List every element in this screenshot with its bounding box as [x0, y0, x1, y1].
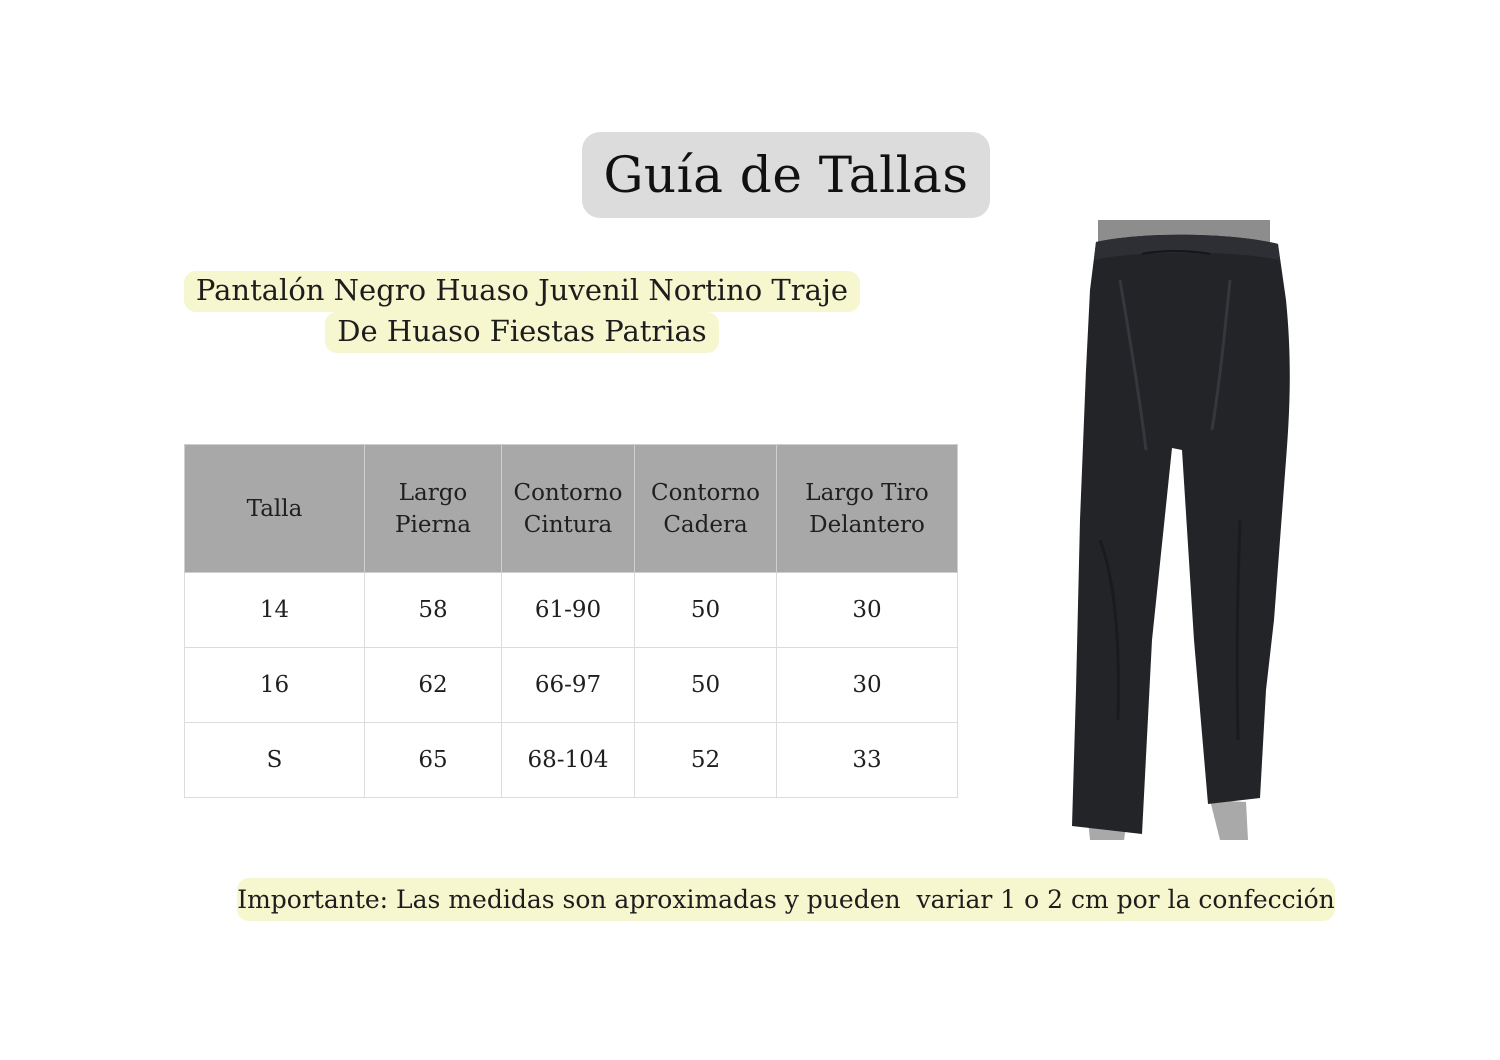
- header-contorno-cadera: Contorno Cadera: [635, 445, 777, 573]
- page-title: [582, 132, 990, 218]
- page-title-text: Guía de Tallas: [603, 146, 969, 204]
- table-cell: 68-104: [502, 723, 635, 798]
- important-note: [237, 878, 1335, 921]
- table-cell: 16: [185, 648, 365, 723]
- table-cell: 14: [185, 573, 365, 648]
- table-cell: 61-90: [502, 573, 635, 648]
- table-cell: 52: [635, 723, 777, 798]
- header-largo-tiro-delantero: Largo Tiro Delantero: [777, 445, 958, 573]
- table-cell: 58: [365, 573, 502, 648]
- header-contorno-cintura: Contorno Cintura: [502, 445, 635, 573]
- table-cell: 50: [635, 573, 777, 648]
- table-cell: 50: [635, 648, 777, 723]
- table-row: [185, 723, 958, 798]
- important-note-text: Importante: Las medidas son aproximadas y pueden variar 1 o 2 cm por la confección: [237, 885, 1335, 914]
- table-cell: S: [185, 723, 365, 798]
- table-cell: 30: [777, 573, 958, 648]
- pants-photo: [1060, 220, 1300, 840]
- table-row: [185, 573, 958, 648]
- table-cell: 33: [777, 723, 958, 798]
- table-cell: 62: [365, 648, 502, 723]
- table-cell: 30: [777, 648, 958, 723]
- table-cell: 65: [365, 723, 502, 798]
- product-subtitle: [170, 270, 874, 352]
- size-table: [184, 444, 958, 798]
- product-subtitle-text: Pantalón Negro Huaso Juvenil Nortino Traje De Huaso Fiestas Patrias: [184, 271, 860, 353]
- header-largo-pierna: Largo Pierna: [365, 445, 502, 573]
- mannequin-right-foot: [1210, 800, 1248, 840]
- pants-garment: [1072, 235, 1290, 834]
- table-cell: 66-97: [502, 648, 635, 723]
- table-row: [185, 648, 958, 723]
- table-header-row: [185, 445, 958, 573]
- header-talla: Talla: [185, 445, 365, 573]
